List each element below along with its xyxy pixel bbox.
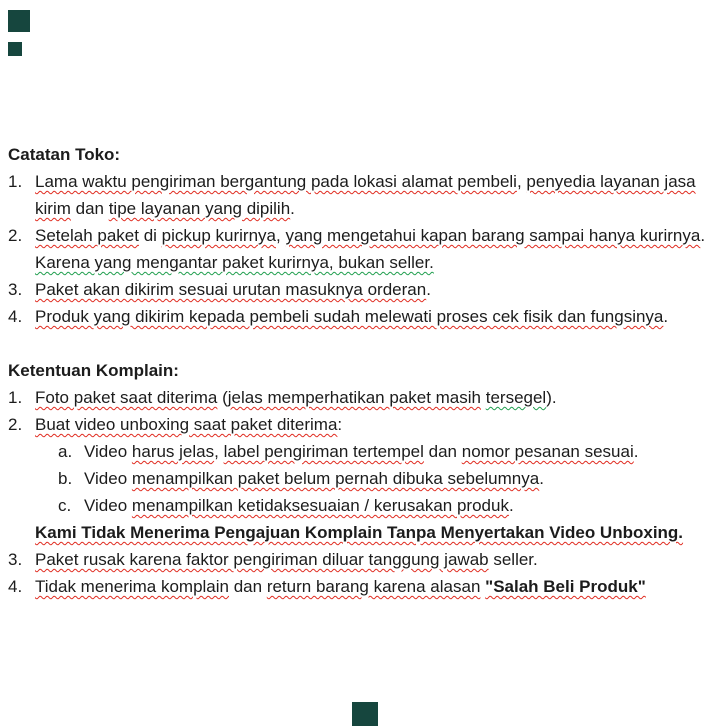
text-segment: . bbox=[290, 199, 295, 218]
section-heading: Catatan Toko: bbox=[8, 145, 121, 164]
item-text bbox=[35, 168, 716, 222]
text-segment: Lama waktu pengiriman bergantung pada lokasi alamat pembeli bbox=[35, 172, 517, 191]
text-segment: Paket rusak karena faktor pengiriman diluar tanggung jawab bbox=[35, 550, 489, 569]
text-segment: return barang karena alasan bbox=[266, 577, 481, 596]
text-segment: Video bbox=[84, 496, 132, 515]
text-segment: tersegel bbox=[485, 388, 547, 407]
section-heading: Ketentuan Komplain: bbox=[8, 361, 179, 380]
list-marker: b. bbox=[58, 469, 73, 488]
text-segment: Paket akan dikirim sesuai urutan masuknya orderan bbox=[35, 280, 427, 299]
list-marker: a. bbox=[58, 442, 73, 461]
item-text bbox=[35, 303, 716, 330]
text-segment: menampilkan paket belum pernah dibuka sebelumnya bbox=[131, 469, 540, 488]
text-segment: ( bbox=[217, 388, 228, 407]
text-segment: . bbox=[633, 442, 639, 461]
item-text bbox=[35, 573, 716, 600]
text-segment: . bbox=[539, 469, 544, 488]
text-segment: Kami Tidak Menerima Pengajuan Komplain Tanpa Menyertakan Video Unboxing. bbox=[35, 523, 684, 542]
list-item bbox=[8, 222, 716, 276]
item-text bbox=[84, 465, 716, 492]
list-item bbox=[8, 492, 716, 519]
list-item bbox=[8, 519, 716, 546]
text-segment: harus jelas bbox=[131, 442, 215, 461]
item-text bbox=[35, 384, 716, 411]
item-text bbox=[35, 546, 716, 573]
item-text bbox=[35, 519, 716, 546]
text-segment: Setelah paket bbox=[35, 226, 139, 245]
list-marker: 2. bbox=[8, 226, 23, 245]
item-text bbox=[35, 222, 716, 276]
section bbox=[8, 357, 716, 600]
text-segment: pickup kurirnya bbox=[161, 226, 276, 245]
item-text bbox=[35, 411, 716, 438]
text-segment: , bbox=[516, 172, 527, 191]
list-marker: 2. bbox=[8, 415, 23, 434]
text-segment: penyedia layanan jasa kirim bbox=[35, 172, 696, 218]
item-text bbox=[84, 492, 716, 519]
text-segment: Foto paket saat diterima bbox=[35, 388, 218, 407]
text-segment: Karena yang mengantar paket kurirnya, bukan seller. bbox=[35, 253, 434, 272]
text-segment: . bbox=[426, 280, 431, 299]
text-segment: dan bbox=[423, 442, 462, 461]
text-segment: Video bbox=[84, 442, 132, 461]
text-segment: . bbox=[508, 496, 514, 515]
text-segment: nomor pesanan sesuai bbox=[461, 442, 634, 461]
section bbox=[8, 141, 716, 330]
text-segment: jelas memperhatikan paket masih bbox=[227, 388, 481, 407]
text-segment: dan bbox=[70, 199, 109, 218]
document-body bbox=[8, 141, 716, 600]
decor-square bbox=[352, 702, 378, 726]
list-marker: 4. bbox=[8, 577, 23, 596]
list-item bbox=[8, 438, 716, 465]
text-segment: menampilkan ketidaksesuaian / kerusakan produk bbox=[131, 496, 509, 515]
list-marker: c. bbox=[58, 496, 72, 515]
list-item bbox=[8, 411, 716, 438]
text-segment: : bbox=[337, 415, 343, 434]
item-text bbox=[84, 438, 716, 465]
decor-square bbox=[8, 42, 22, 56]
list-item bbox=[8, 303, 716, 330]
list-item bbox=[8, 546, 716, 573]
text-segment: "Salah Beli Produk" bbox=[485, 577, 646, 596]
list-item bbox=[8, 168, 716, 222]
list-marker: 4. bbox=[8, 307, 23, 326]
text-segment: . bbox=[663, 307, 669, 326]
text-segment: yang mengetahui kapan barang sampai hanya kurirnya bbox=[285, 226, 701, 245]
text-segment: Tidak menerima komplain bbox=[35, 577, 229, 596]
list-item bbox=[8, 384, 716, 411]
list-item bbox=[8, 276, 716, 303]
list-marker: 3. bbox=[8, 280, 23, 299]
text-segment: Video bbox=[84, 469, 132, 488]
text-segment: Produk yang dikirim kepada pembeli sudah melewati proses cek fisik dan fungsinya bbox=[35, 307, 664, 326]
list-item bbox=[8, 573, 716, 600]
text-segment: dan bbox=[229, 577, 267, 596]
text-segment: Buat video unboxing saat paket diterima bbox=[35, 415, 338, 434]
list-marker: 3. bbox=[8, 550, 23, 569]
text-segment: , bbox=[214, 442, 224, 461]
text-segment: di bbox=[138, 226, 162, 245]
text-segment: label pengiriman tertempel bbox=[223, 442, 424, 461]
text-segment: , bbox=[275, 226, 286, 245]
text-segment: ). bbox=[546, 388, 557, 407]
list-item bbox=[8, 465, 716, 492]
text-segment: seller. bbox=[488, 550, 538, 569]
item-text bbox=[35, 276, 716, 303]
text-segment: tipe layanan yang dipilih bbox=[108, 199, 291, 218]
decor-square bbox=[8, 10, 30, 32]
list-marker: 1. bbox=[8, 388, 23, 407]
list-marker: 1. bbox=[8, 172, 23, 191]
text-segment: . bbox=[700, 226, 706, 245]
